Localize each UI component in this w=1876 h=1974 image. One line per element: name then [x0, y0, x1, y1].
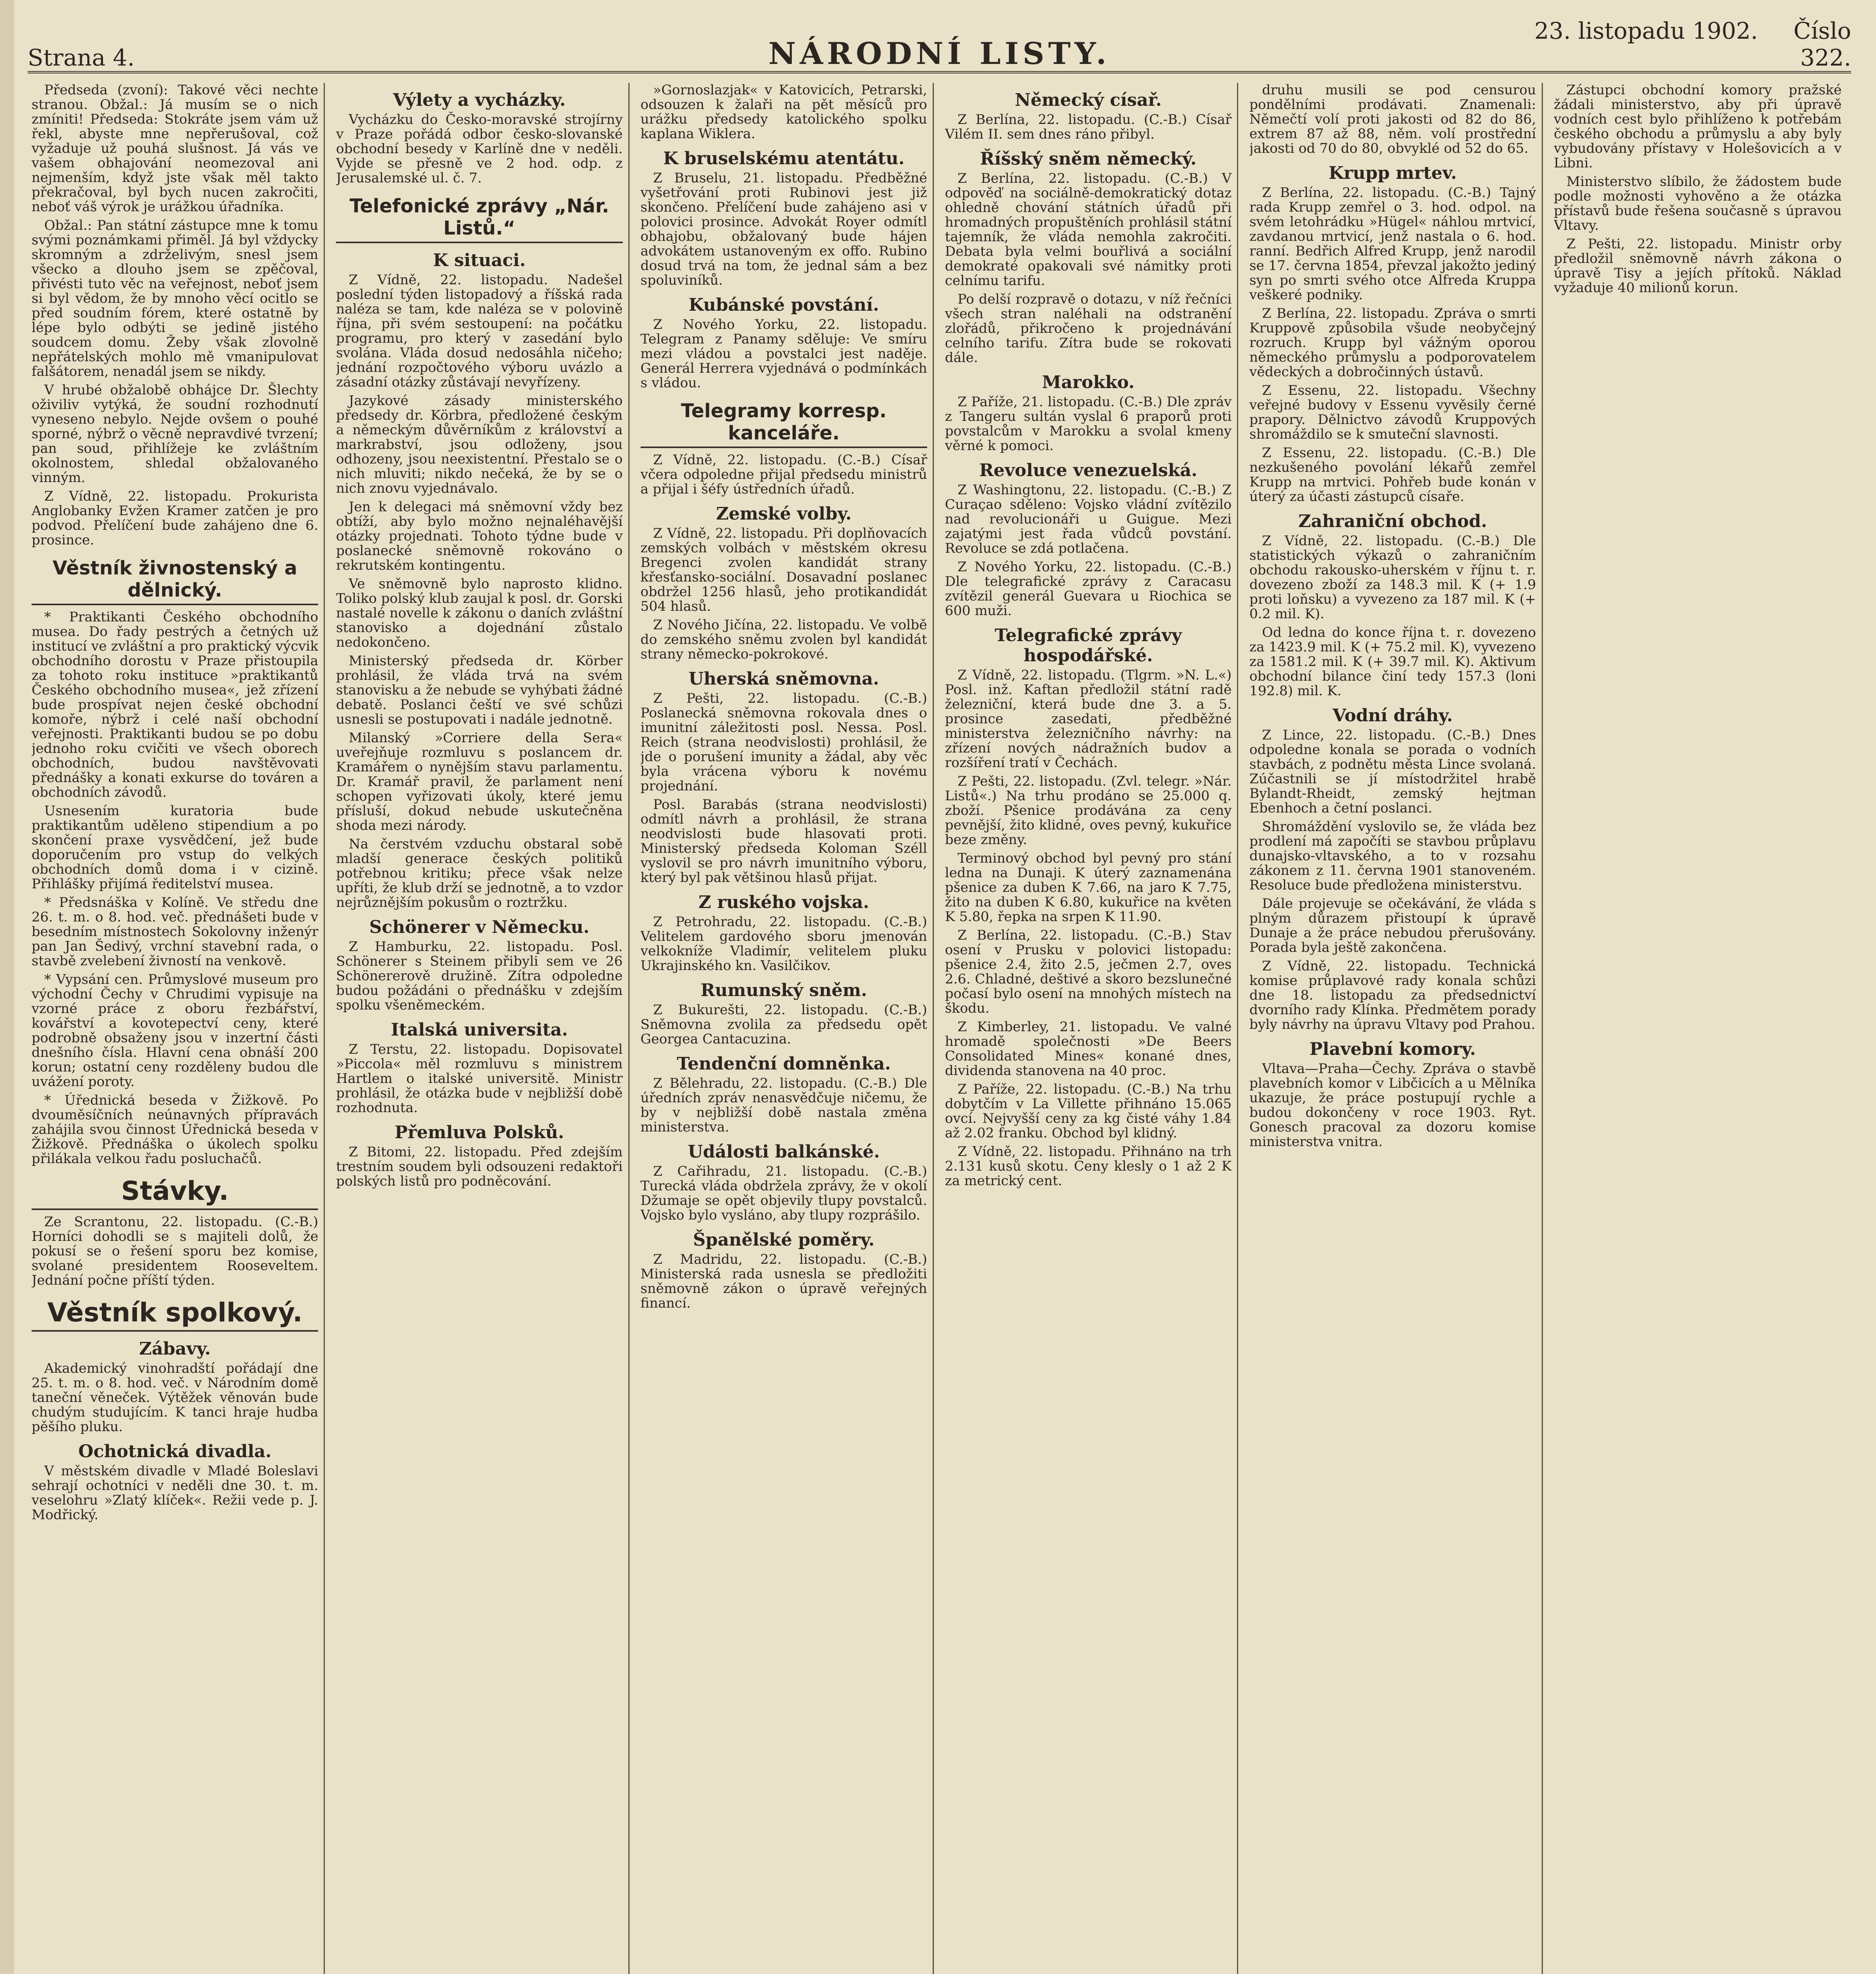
article-paragraph: Zástupci obchodní komory pražské žádali ministerstvo, aby při úpravě vodních cest bylo přihlíženo k potřebám českého obchodu a průmyslu a aby byly vybudovány přístavy v Holešovicích a v Libni. — [1554, 83, 1842, 171]
article-paragraph: Na čerstvém vzduchu obstaral sobě mladší generace českých politiků potřebnou kritiku; přece však nelze upříti, že klub drží se jednotně, a to vzdor nejrůznějším pokusům o roztržku. — [336, 836, 623, 910]
article-heading: Italská universita. — [391, 1020, 568, 1040]
column-5 — [1249, 83, 1542, 1974]
article-heading: Španělské poměry. — [693, 1230, 875, 1250]
paper-edge-left — [0, 0, 14, 1974]
article-heading: K bruselskému atentátu. — [663, 148, 905, 169]
article-paragraph: * Předsnáška v Kolíně. Ve středu dne 26. t. m. o 8. hod. več. přednášeti bude v besedním místnostech Sokolovny inženýr pan Jan Šedivý, vrchní stavební rada, o stavbě zvelebení živností na venkově. — [32, 895, 319, 969]
article-paragraph: Obžal.: Pan státní zástupce mne k tomu svými poznámkami přiměl. Já byl vždycky skromným a zdrželivým, snesl jsem všecko a dlouho jsem se zpěčoval, přivésti tuto věc na veřejnost, neboť jsem si byl vědom, že by mnoho věcí ocitlo se před soudním fórem, které ostatně by lépe bylo odbýti se jedině jistého soudcem domu. Žeby však zlovolně nepřátelských mohlo mě vmanipulovat falšátorem, nenadál jsem se nikdy. — [32, 218, 319, 379]
article-paragraph: Z Berlína, 22. listopadu. (C.-B.) Císař Vilém II. sem dnes ráno přibyl. — [945, 112, 1232, 142]
article-paragraph: Po delší rozpravě o dotazu, v níž řečníci všech stran naléhali na odstranění zlořádů, přikročeno k projednávání celního tarifu. Zítra bude se rokovati dále. — [945, 291, 1232, 366]
column-3 — [641, 83, 934, 1974]
article-paragraph: Ministerstvo slíbilo, že žádostem bude podle možnosti vyhověno a že otázka přístavů bude řešena současně s úpravou Vltavy. — [1554, 174, 1842, 233]
newspaper-title: NÁRODNÍ LISTY. — [768, 36, 1111, 71]
article-heading: Marokko. — [1042, 372, 1135, 392]
article-paragraph: Z Vídně, 22. listopadu. Při doplňovacích zemských volbách v městském okresu Bregenci zvolen kandidát strany křesťansko-sociální. Dosavadní poslanec obdržel 1256 hlasů, jeho protikandidát 504 hlasů. — [640, 525, 927, 614]
article-paragraph: Z Vídně, 22. listopadu. Prokurista Anglobanky Evžen Kramer zatčen je pro podvod. Přelíčení bude zahájeno dne 6. prosince. — [32, 488, 319, 548]
article-paragraph: Posl. Barabás (strana neodvislosti) odmítl návrh a prohlásil, že strana neodvislosti bude hlasovati proti. Ministerský předseda Koloman Széll vyslovil se pro návrh imunitního výboru, který byl pak většinou hlasů přijat. — [640, 797, 927, 886]
column-6 — [1554, 83, 1847, 1974]
article-paragraph: Předseda (zvoní): Takové věci nechte stranou. Obžal.: Já musím se o nich zmíniti! Předseda: Stokráte jsem vám už řekl, abyste mne nepřerušoval, což vyžaduje už pouhá slušnost. Já vás ve vašem obhajování neomezoval ani nejmenším, když jste však měl takto překračoval, byl bych nucen zakročiti, neboť váš výrok je urážkou úřadníka. — [32, 83, 319, 215]
article-paragraph: Z Berlína, 22. listopadu. Zpráva o smrti Kruppově způsobila všude neobyčejný rozruch. Krupp byl vážným oporou německého průmyslu a podporovatelem vědeckých a dobročinných ústavů. — [1249, 306, 1536, 380]
article-paragraph: Z Pešti, 22. listopadu. Ministr orby předložil sněmovně návrh zákona o úpravě Tisy a jejích přítoků. Náklad vyžaduje 40 milionů korun. — [1554, 236, 1842, 296]
article-heading: Tendenční domněnka. — [677, 1054, 891, 1074]
article-paragraph: V hrubé obžalobě obhájce Dr. Šlechty oživiliv vytýká, že soudní rozhodnutí vyneseno nebylo. Nejde ovšem o pouhé sporné, nýbrž o věcně nepravdivé tvrzení; pan soud, přihlížeje ke zvláštním okolnostem, shledal obžalovaného vinným. — [32, 382, 319, 486]
article-paragraph: Z Lince, 22. listopadu. (C.-B.) Dnes odpoledne konala se porada o vodních stavbách, z podnětu města Lince svolaná. Zúčastnili se jí místodržitel hrabě Bylandt-Rheidt, zemský hejtman Ebenhoch a četní poslanci. — [1249, 727, 1536, 816]
article-paragraph: Z Bělehradu, 22. listopadu. (C.-B.) Dle úředních zpráv nenasvědčuje ničemu, že by v nejbližší době nastala změna ministerstva. — [640, 1075, 927, 1135]
article-heading: Říšský sněm německý. — [980, 149, 1197, 169]
article-paragraph: Z Kimberley, 21. listopadu. Ve valné hromadě společnosti »De Beers Consolidated Mines« konané dnes, dividenda stanovena na 40 proc. — [945, 1019, 1232, 1079]
section-heading: Telegramy korresp. kanceláře. — [641, 400, 927, 448]
article-paragraph: Z Paříže, 21. listopadu. (C.-B.) Dle zpráv z Tangeru sultán vyslal 6 praporů proti povstalcům v Marokku a svolal kmeny věrné k pomoci. — [945, 394, 1232, 454]
article-paragraph: * Praktikanti Českého obchodního musea. Do řady pestrých a četných už institucí ve zvláštní a pro praktický výcvik obchodního dorostu v Praze přistoupila za tohoto roku instituce »praktikantů Českého obchodního musea«, jež zřízení bude prospívat nejen české obchodní komoře, nýbrž i celé naší obchodní veřejnosti. Praktikanti budou se po dobu jednoho roku cvičiti ve všech oborech obchodních, budou navštěvovati přednášky a konati exkurse do továren a obchodních závodů. — [32, 609, 319, 800]
article-heading: Rumunský sněm. — [700, 980, 867, 1000]
article-paragraph: * Úřednická beseda v Žižkově. Po dvouměsíčních neúnavných přípravách zahájila svou činnost Úřednická beseda v Žižkově. Přednáška o úkolech spolku přilákala velkou řadu posluchačů. — [32, 1092, 319, 1167]
masthead — [28, 17, 1851, 73]
article-heading: Plavební komory. — [1309, 1039, 1476, 1059]
article-paragraph: Z Paříže, 22. listopadu. (C.-B.) Na trhu dobytčím v La Villette přihnáno 15.065 ovcí. Nejvyšší ceny za kg čisté váhy 1.84 až 2.02 franku. Obchod byl klidný. — [945, 1081, 1232, 1141]
article-heading: Vodní dráhy. — [1333, 706, 1453, 726]
article-paragraph: Z Bruselu, 21. listopadu. Předběžné vyšetřování proti Rubinovi jest již skončeno. Přelíčení bude zahájeno asi v polovici prosince. Advokát Royer odmítl obhajobu, obžalovaný bude hájen advokátem ustanoveným ex offo. Rubino dosud trvá na tom, že jednal sám a bez spoluviníků. — [640, 170, 927, 288]
article-paragraph: Z Berlína, 22. listopadu. (C.-B.) Stav osení v Prusku v polovici listopadu: pšenice 2.4, žito 2.5, ječmen 2.7, oves 2.6. Chladné, deštivé a skoro bezslunečné počasí bylo osení na mnohých místech na škodu. — [945, 927, 1232, 1016]
article-paragraph: Z Vídně, 22. listopadu. (Tlgrm. »N. L.«) Posl. inž. Kaftan předložil státní radě železniční, která bude dne 3. a 5. prosince zasedati, předběžné ministerstva železničního návrhy: na zřízení nových nádražních budov a rozšíření tratí v Čechách. — [945, 667, 1232, 771]
section-heading: Stávky. — [32, 1176, 318, 1210]
article-paragraph: »Gornoslazjak« v Katovicích, Petrarski, odsouzen k žalaři na pět měsíců pro urážku předsedy katolického spolku kaplana Wiklera. — [640, 83, 927, 142]
article-heading: Události balkánské. — [688, 1142, 880, 1162]
article-paragraph: Z Terstu, 22. listopadu. Dopisovatel »Piccola« měl rozmluvu s ministrem Hartlem o italské universitě. Ministr prohlásil, že otázka bude v nejbližší době rozhodnuta. — [336, 1041, 623, 1116]
article-paragraph: Vltava—Praha—Čechy. Zpráva o stavbě plavebních komor v Libčicích a u Mělníka ukazuje, že práce postupují rychle a budou dokončeny v roce 1903. Ryt. Gonesch pracoval za dozoru komise ministerstva vnitra. — [1249, 1061, 1536, 1150]
article-paragraph: Z Madridu, 22. listopadu. (C.-B.) Ministerská rada usnesla se předložiti sněmovně zákon o úpravě veřejných financí. — [640, 1252, 927, 1311]
article-paragraph: Z Vídně, 22. listopadu. (C.-B.) Císař včera odpoledne přijal předsedu ministrů a přijal i šéfy ústředních úřadů. — [640, 452, 927, 497]
article-heading: Uherská sněmovna. — [688, 669, 879, 689]
article-paragraph: Ministerský předseda dr. Körber prohlásil, že vláda trvá na svém stanovisku a že nebude se vyhýbati žádné debatě. Poslanci čeští ve své schůzi usnesli se postupovati i nadále jednotně. — [336, 653, 623, 727]
page-number: Strana 4. — [28, 44, 135, 71]
column-2 — [336, 83, 629, 1974]
article-paragraph: Z Pešti, 22. listopadu. (Zvl. telegr. »Nár. Listů«.) Na trhu prodáno se 25.000 q. zboží. Pšenice prodávána za ceny pevnější, žito klidné, oves pevný, kukuřice beze změny. — [945, 773, 1232, 848]
article-paragraph: Z Essenu, 22. listopadu. Všechny veřejné budovy v Essenu vyvěsily černé prapory. Dělnictvo závodů Kruppových shromáždilo se k smuteční slavnosti. — [1249, 383, 1536, 442]
article-paragraph: Z Pešti, 22. listopadu. (C.-B.) Poslanecká sněmovna rokovala dnes o imunitní záležitosti posl. Nessa. Posl. Reich (strana neodvislosti) prohlásil, že jde o porušení imunity a žádal, aby věc byla vrácena výboru k novému projednání. — [640, 691, 927, 794]
article-paragraph: V městském divadle v Mladé Boleslavi sehrají ochotníci v neděli dne 30. t. m. veselohru »Zlatý klíček«. Režii vede p. J. Modřický. — [32, 1463, 319, 1523]
article-paragraph: Z Vídně, 22. listopadu. Technická komise průplavové rady konala schůzi dne 18. listopadu za předsednictví dvorního rady Klínka. Předmětem porady byly návrhy na úpravu Vltavy pod Prahou. — [1249, 958, 1536, 1032]
article-paragraph: Z Berlína, 22. listopadu. (C.-B.) Tajný rada Krupp zemřel o 3. hod. odpol. na svém letohrádku »Hügel« náhlou mrtvicí, zavdanou mrtvicí, jenž nastala o 6. hod. ranní. Bedřich Alfred Krupp, jenž narodil se 17. června 1854, převzal jakožto jediný syn po smrti svého otce Alfreda Kruppa veškeré podniky. — [1249, 185, 1536, 303]
article-heading: Zemské volby. — [716, 504, 852, 524]
article-heading: Zábavy. — [139, 1339, 211, 1359]
article-paragraph: Z Nového Yorku, 22. listopadu. (C.-B.) Dle telegrafické zprávy z Caracasu zvítězil generál Guevara u Riochica se 600 muži. — [945, 559, 1232, 619]
article-paragraph: Z Essenu, 22. listopadu. (C.-B.) Dle nezkušeného povolání lékařů zemřel Krupp na mrtvici. Pohřeb bude konán v úterý za účasti zástupců císaře. — [1249, 445, 1536, 505]
issue-number: Číslo 322. — [1793, 17, 1851, 71]
article-paragraph: Z Petrohradu, 22. listopadu. (C.-B.) Velitelem gardového sboru jmenován velkokníže Vladimír, velitelem pluku Ukrajinského kn. Vasilčikov. — [640, 914, 927, 974]
article-heading: Kubánské povstání. — [688, 295, 879, 315]
article-paragraph: Milanský »Corriere della Sera« uveřejňuje rozmluvu s poslancem dr. Kramářem o nynějším stavu parlamentu. Dr. Kramář pravil, že parlament není schopen vyřizovati úkoly, které jemu přísluší, dokud nebude uskutečněna shoda mezi národy. — [336, 730, 623, 833]
article-paragraph: Z Vídně, 22. listopadu. Nadešel poslední týden listopadový a říšská rada naléza se tam, kde naléza se v polovině října, při svém sestoupení: na počátku programu, pro který v zasedání bylo svolána. Vláda dosud nedosáhla ničeho; jednání rozpočtového výboru uvázlo a zásadní otázky zůstávají nevyřízeny. — [336, 272, 623, 390]
article-heading: Schönerer v Německu. — [369, 917, 590, 937]
article-heading: Zahraniční obchod. — [1298, 511, 1487, 531]
article-paragraph: Shromáždění vyslovilo se, že vláda bez prodlení má započíti se stavbou průplavu dunajsko-vltavského, a to v rozsahu zákonem z 11. června 1901 stanoveném. Resoluce bude předložena ministerstvu. — [1249, 819, 1536, 893]
column-1 — [32, 83, 325, 1974]
article-paragraph: Z Vídně, 22. listopadu. Přihnáno na trh 2.131 kusů skotu. Ceny klesly o 1 až 2 K za metrický cent. — [945, 1144, 1232, 1189]
article-paragraph: Z Nového Yorku, 22. listopadu. Telegram z Panamy sděluje: Ve smíru mezi vládou a povstalci jest naděje. Generál Herrera vyjednává o podmínkách s vládou. — [640, 317, 927, 391]
article-heading: Přemluva Polsků. — [394, 1122, 564, 1143]
article-paragraph: Ve sněmovně bylo naprosto klidno. Toliko polský klub zaujal k posl. dr. Gorski nastalé novelle k zákonu o daních zvláštní stanovisko a dojednání zůstalo nedokončeno. — [336, 576, 623, 650]
article-paragraph: Z Bukurešti, 22. listopadu. (C.-B.) Sněmovna zvolila za předsedu opět Georgea Cantacuzina. — [640, 1002, 927, 1047]
article-paragraph: druhu musili se pod censurou pondělními prodávati. Znamenali: Němečtí volí proti jakosti od 82 do 86, extrem 87 až 88, něm. volí prostřední jakosti od 70 do 80, obvyklé od 52 do 65. — [1249, 83, 1536, 156]
article-heading: Telegrafické zprávy hospodářské. — [995, 625, 1182, 666]
article-paragraph: Z Berlína, 22. listopadu. (C.-B.) V odpověď na sociálně-demokratický dotaz ohledně chování státních úřadů při hromadných propuštěních prohlásil státní tajemník, že vláda nemohla zakročiti. Debata byla velmi bouřlivá a sociální demokraté opakovali své námitky proti celnímu tarifu. — [945, 171, 1232, 289]
article-heading: Německý císař. — [1015, 90, 1162, 110]
article-paragraph: Z Hamburku, 22. listopadu. Posl. Schönerer s Steinem přibyli sem ve 26 Schönererově družině. Zítra odpoledne budou požádáni o přednášku v zdejším spolku všeněmeckém. — [336, 939, 623, 1013]
column-4 — [945, 83, 1238, 1974]
section-heading: Telefonické zprávy „Nár. Listů.“ — [336, 195, 622, 243]
article-paragraph: Z Bitomi, 22. listopadu. Před zdejším trestním soudem byli odsouzeni redaktoři polských listů pro podněcování. — [336, 1144, 623, 1189]
article-paragraph: * Vypsání cen. Průmyslové museum pro východní Čechy v Chrudimi vypisuje na vzorné práce z oboru řezbářství, kovářství a kovotepectví ceny, které podrobně obsaženy jsou v inzertní části dnešního čísla. Hlavní cena obnáší 200 korun; ostatní ceny rozděleny budou dle uvážení poroty. — [32, 972, 319, 1090]
section-heading: Věstník spolkový. — [32, 1297, 318, 1332]
article-paragraph: Z Washingtonu, 22. listopadu. (C.-B.) Z Curaçao sděleno: Vojsko vládní zvítězilo nad revolucionáři u Guigue. Mezi zajatými jest řada vůdců povstání. Revoluce se zdá potlačena. — [945, 482, 1232, 556]
article-heading: K situaci. — [433, 250, 526, 270]
article-paragraph: Jazykové zásady ministerského předsedy dr. Körbra, předložené českým a německým důvěrníkům z království a markrabství, jsou odloženy, jsou odhozeny, jsou neexistentní. Přestalo se o nich mluviti; nikdo nečeká, že by se o nich znovu vyjednávalo. — [336, 393, 623, 496]
article-paragraph: Terminový obchod byl pevný pro stání ledna na Dunaji. K úterý zaznamenána pšenice za duben K 7.66, na jaro K 7.75, žito na duben K 6.80, kukuřice na květen K 5.80, řepka na srpen K 11.90. — [945, 850, 1232, 925]
article-paragraph: Usnesením kuratoria bude praktikantům uděleno stipendium a po skončení praxe vysvědčení, jež bude doporučením pro vstup do velkých obchodních domů doma i v cizině. Přihlášky přijímá ředitelství musea. — [32, 803, 319, 892]
issue-info — [1496, 17, 1851, 71]
article-paragraph: Od ledna do konce října t. r. dovezeno za 1423.9 mil. K (+ 75.2 mil. K), vyvezeno za 1581.2 mil. K (+ 39.7 mil. K). Aktivum obchodní bilance činí tedy 157.3 (loni 192.8) mil. K. — [1249, 625, 1536, 699]
article-paragraph: Z Vídně, 22. listopadu. (C.-B.) Dle statistických výkazů o zahraničním obchodu rakousko-uherském v říjnu t. r. dovezeno zboží za 148.3 mil. K (+ 1.9 proti loňsku) a vyvezeno za 187 mil. K (+ 0.2 mil. K). — [1249, 533, 1536, 622]
section-heading: Věstník živnostenský a dělnický. — [32, 557, 318, 605]
article-paragraph: Z Nového Jičína, 22. listopadu. Ve volbě do zemského sněmu zvolen byl kandidát strany německo-pokrokové. — [640, 617, 927, 662]
article-paragraph: Akademický vinohradští pořádají dne 25. t. m. o 8. hod. več. v Národním domě taneční věneček. Výtěžek věnován bude chudým studujícím. K tanci hraje hudba pěšího pluku. — [32, 1360, 319, 1435]
article-paragraph: Z Cařihradu, 21. listopadu. (C.-B.) Turecká vláda obdržela zprávy, že v okolí Džumaje se opět objevily tlupy povstalců. Vojsko bylo vysláno, aby tlupy rozprášilo. — [640, 1163, 927, 1223]
issue-date: 23. listopadu 1902. — [1534, 17, 1758, 44]
article-paragraph: Vycházku do Česko-moravské strojírny v Praze pořádá odbor česko-slovanské obchodní besedy v Karlíně dne v neděli. Vyjde se přesně ve 2 hod. odp. z Jerusalemské ul. č. 7. — [336, 112, 623, 186]
article-heading: Výlety a vycházky. — [393, 90, 566, 110]
article-paragraph: Jen k delegaci má sněmovní vždy bez obtíží, aby bylo možno nejnaléhavější otázky projednati. Tohoto týdne bude v poslanecké sněmovně rokováno o rekrutském kontingentu. — [336, 499, 623, 573]
article-heading: Z ruského vojska. — [698, 892, 870, 912]
article-heading: Revoluce venezuelská. — [979, 460, 1198, 480]
article-heading: Ochotnická divadla. — [78, 1441, 272, 1462]
article-paragraph: Dále projevuje se očekávání, že vláda s plným důrazem přistoupí k úpravě Dunaje a že práce nebudou přerušovány. Porada byla ještě zakončena. — [1249, 896, 1536, 955]
article-heading: Krupp mrtev. — [1329, 163, 1457, 183]
article-columns — [32, 83, 1847, 1974]
article-paragraph: Ze Scrantonu, 22. listopadu. (C.-B.) Horníci dohodli se s majiteli dolů, že pokusí se o řešení sporu bez komise, svolané presidentem Rooseveltem. Jednání počne příští týden. — [32, 1214, 319, 1288]
